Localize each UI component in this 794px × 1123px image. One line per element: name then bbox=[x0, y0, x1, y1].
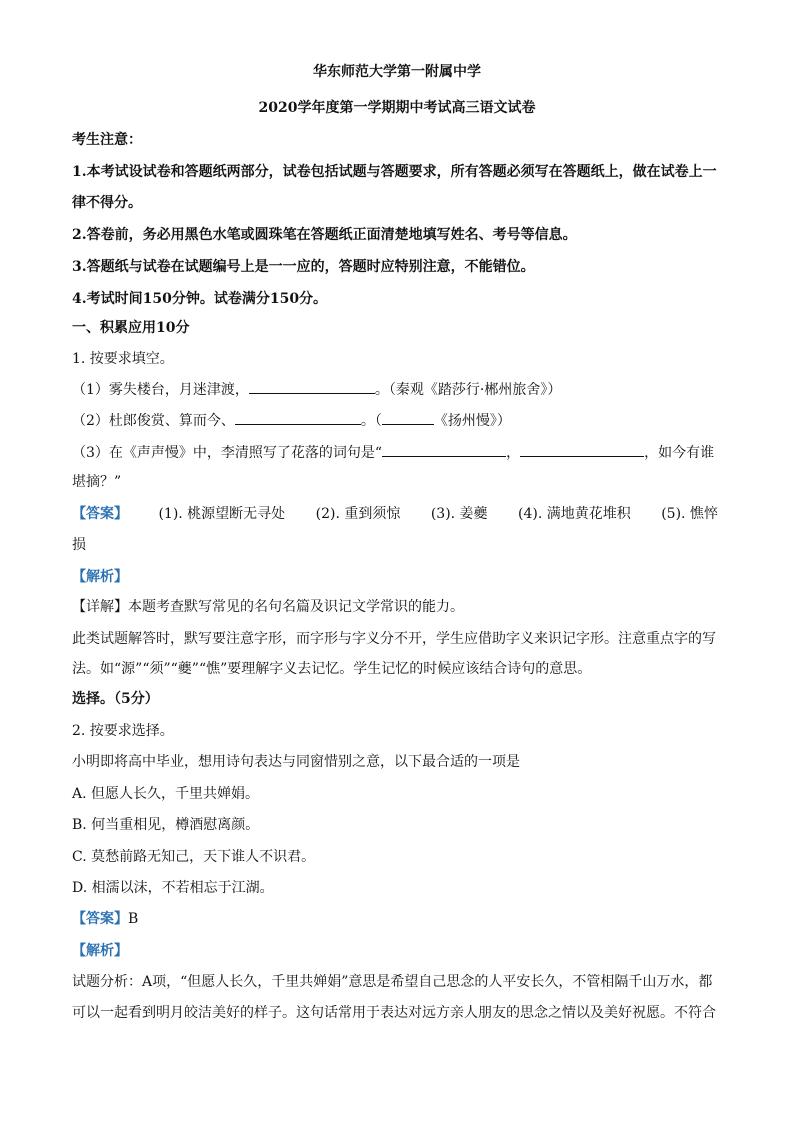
fill-blank[interactable] bbox=[520, 442, 644, 457]
answer-item: (4). 满地黄花堆积 bbox=[518, 506, 631, 522]
answer-item: (3). 姜夔 bbox=[430, 506, 488, 522]
answer-row-1 bbox=[72, 504, 718, 524]
question-1-part-2: （2）杜郎俊赏、算而今、 。（ 《扬州慢》） bbox=[72, 410, 511, 431]
analysis-label-2: 【解析】 bbox=[72, 943, 128, 959]
answer-value: B bbox=[128, 911, 139, 927]
option-b[interactable]: B. 何当重相见，樽酒慰离颜。 bbox=[72, 817, 260, 833]
fill-blank[interactable] bbox=[382, 442, 506, 457]
notice-item-3: 3.答题纸与试卷在试题编号上是一一应的，答题时应特别注意，不能错位。 bbox=[72, 259, 535, 275]
answer-item: (5). 憔悴 bbox=[661, 506, 718, 522]
answer-label: 【答案】 bbox=[72, 506, 128, 522]
analysis-explanation-cont: 法。如“源”“须”“夔”“憔”要理解字义去记忆。学生记忆的时候应该结合诗句的意思。 bbox=[72, 661, 592, 677]
question-2-prompt: 小明即将高中毕业，想用诗句表达与同窗惜别之意，以下最合适的一项是 bbox=[72, 754, 520, 770]
notice-item-1-cont: 律不得分。 bbox=[72, 195, 142, 211]
section-1-title: 一、积累应用10分 bbox=[72, 320, 190, 336]
notice-item-4: 4.考试时间150分钟。试卷满分150分。 bbox=[72, 291, 328, 307]
analysis-label: 【解析】 bbox=[72, 569, 128, 585]
analysis-2-text-cont: 可以一起看到明月皎洁美好的样子。这句话常用于表达对远方亲人朋友的思念之情以及美好祝愿。不符合 bbox=[72, 1005, 716, 1021]
fill-blank[interactable] bbox=[249, 379, 375, 394]
analysis-2-text: 试题分析：A项，“但愿人长久，千里共婵娟”意思是希望自己思念的人平安长久，不管相隔千山万水，都 bbox=[72, 974, 713, 990]
analysis-explanation: 此类试题解答时，默写要注意字形，而字形与字义分不开，学生应借助字义来识记字形。注意重点字的写 bbox=[72, 631, 716, 647]
question-1-part-1: （1）雾失楼台，月迷津渡， 。（秦观《踏莎行·郴州旅舍》） bbox=[72, 379, 561, 400]
notice-title: 考生注意： bbox=[72, 132, 142, 148]
question-1-part-3: （3）在《声声慢》中，李清照写了花落的词句是“ ， ，如今有谁 bbox=[72, 442, 714, 463]
option-a[interactable]: A. 但愿人长久，千里共婵娟。 bbox=[72, 786, 260, 802]
notice-item-1: 1.本考试设试卷和答题纸两部分，试卷包括试题与答题要求，所有答题必须写在答题纸上，做在试卷上一 bbox=[72, 164, 717, 180]
question-2-stem: 2. 按要求选择。 bbox=[72, 723, 174, 739]
option-d[interactable]: D. 相濡以沫，不若相忘于江湖。 bbox=[72, 880, 274, 896]
answer-item: (1). 桃源望断无寻处 bbox=[158, 506, 286, 522]
exam-title: 2020学年度第一学期期中考试高三语文试卷 bbox=[258, 100, 536, 116]
fill-blank[interactable] bbox=[235, 410, 361, 425]
answer-item: (2). 重到须惊 bbox=[315, 506, 401, 522]
question-1-part-3-cont: 堪摘？” bbox=[72, 474, 122, 490]
answer-row-1-cont: 损 bbox=[72, 537, 86, 553]
answer-row-2 bbox=[72, 909, 138, 929]
answer-label: 【答案】 bbox=[72, 911, 128, 927]
section-2-title: 选择。（5分） bbox=[72, 691, 159, 707]
analysis-detail: 【详解】本题考查默写常见的名句名篇及识记文学常识的能力。 bbox=[72, 599, 464, 615]
question-1-stem: 1. 按要求填空。 bbox=[72, 351, 174, 367]
option-c[interactable]: C. 莫愁前路无知己，天下谁人不识君。 bbox=[72, 849, 316, 865]
school-title: 华东师范大学第一附属中学 bbox=[313, 64, 481, 80]
notice-item-2: 2.答卷前，务必用黑色水笔或圆珠笔在答题纸正面清楚地填写姓名、考号等信息。 bbox=[72, 227, 577, 243]
fill-blank[interactable] bbox=[382, 410, 434, 425]
